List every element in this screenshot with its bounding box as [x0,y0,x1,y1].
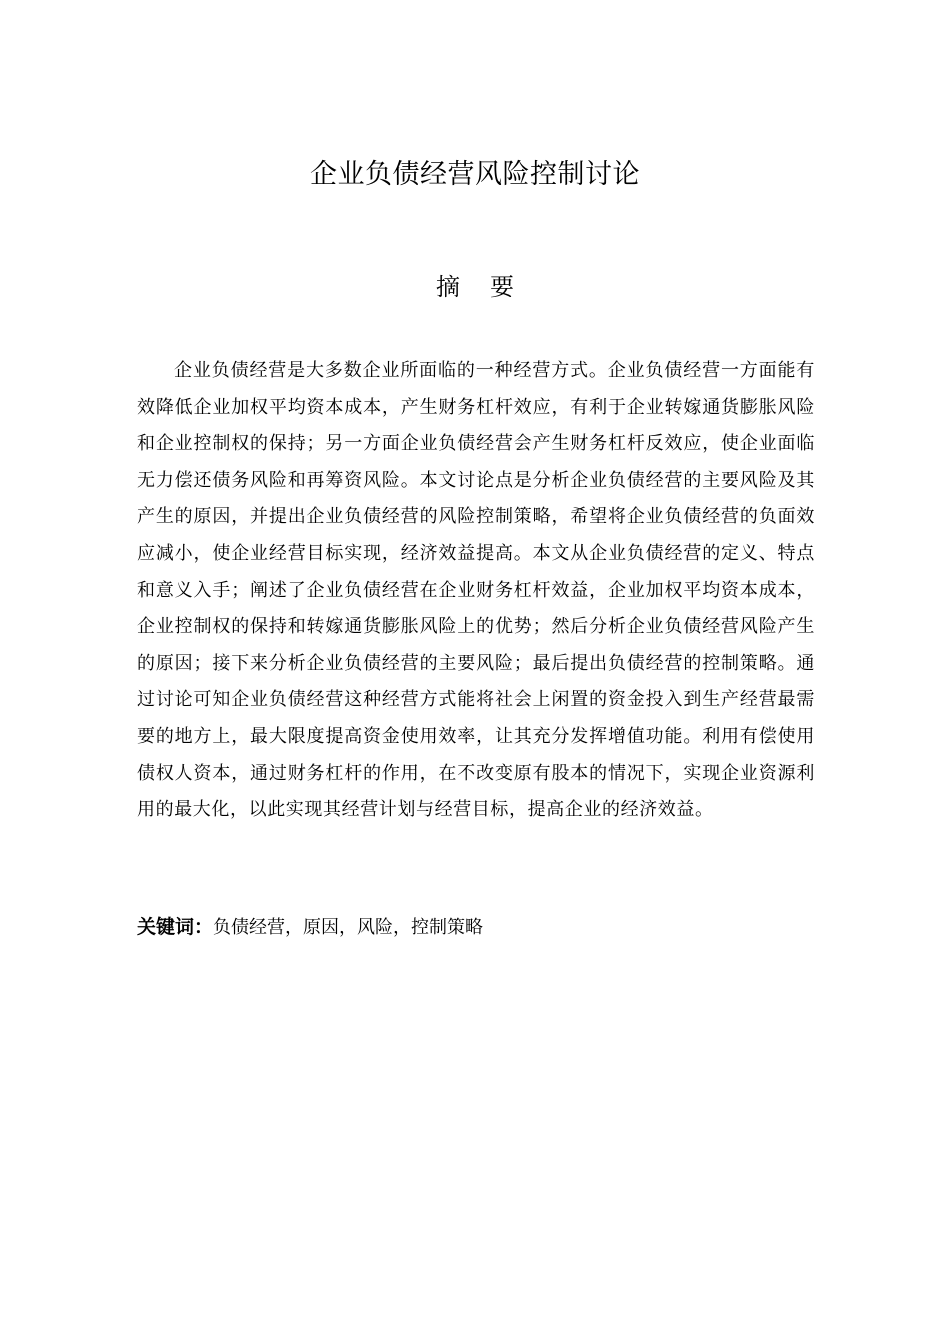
abstract-heading: 摘要 [436,273,544,301]
document-title: 企业负债经营风险控制讨论 [310,159,640,190]
abstract-paragraph: 企业负债经营是大多数企业所面临的一种经营方式。企业负债经营一方面能有效降低企业加权平均资本成本，产生财务杠杆效应，有利于企业转嫁通货膨胀风险和企业控制权的保持；另一方面企业负债经营会产生财务杠杆反效应，使企业面临无力偿还债务风险和再筹资风险。本文讨论点是分析企业负债经营的主要风险及其产生的原因，并提出企业负债经营的风险控制策略，希望将企业负债经营的负面效应减小，使企业经营目标实现，经济效益提高。本文从企业负债经营的定义、特点和意义入手；阐述了企业负债经营在企业财务杠杆效益，企业加权平均资本成本，企业控制权的保持和转嫁通货膨胀风险上的优势；然后分析企业负债经营风险产生的原因；接下来分析企业负债经营的主要风险；最后提出负债经营的控制策略。通过讨论可知企业负债经营这种经营方式能将社会上闲置的资金投入到生产经营最需要的地方上，最大限度提高资金使用效率，让其充分发挥增值功能。利用有偿使用债权人资本，通过财务杠杆的作用，在不改变原有股本的情况下，实现企业资源利用的最大化，以此实现其经营计划与经营目标，提高企业的经济效益。 [137,360,815,821]
keywords-line [137,909,815,946]
keywords-label: 关键词： [137,916,214,938]
keywords-value: 负债经营，原因，风险，控制策略 [213,917,484,938]
